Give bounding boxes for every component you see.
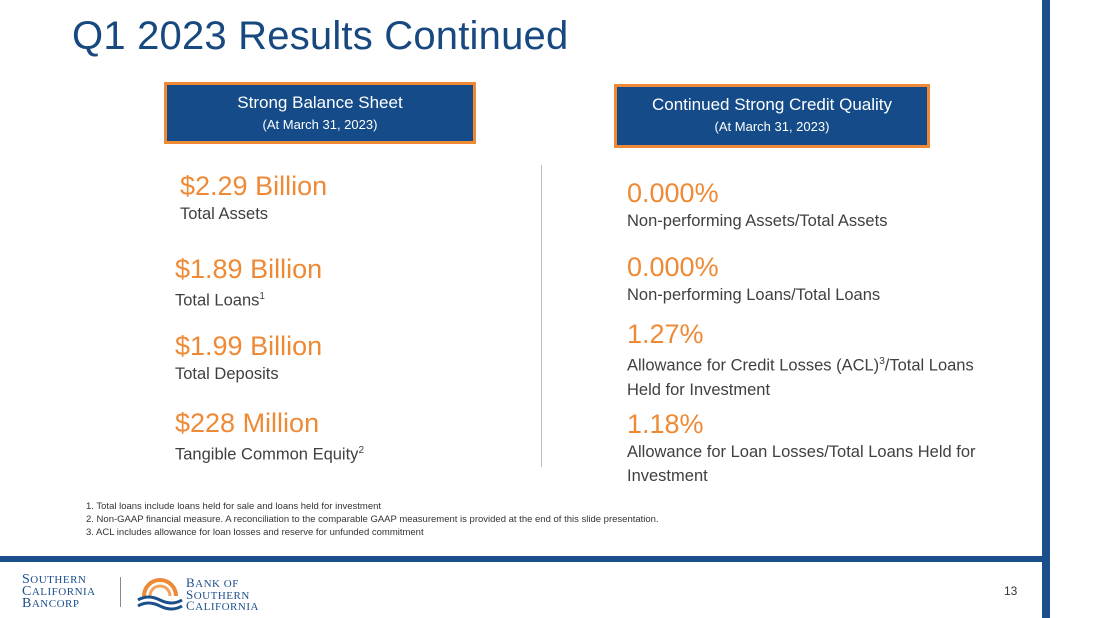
metric-npl-ratio xyxy=(627,251,880,307)
metric-label: Non-performing Loans/Total Loans xyxy=(627,286,881,304)
metric-label-text: Tangible Common Equity xyxy=(175,445,359,464)
metric-label: Total Assets xyxy=(180,205,269,223)
metric-total-deposits xyxy=(175,330,322,386)
right-accent-bar xyxy=(1042,0,1050,618)
metric-npa-ratio xyxy=(627,177,887,233)
page-number: 13 xyxy=(1004,584,1018,598)
metric-label-line2: Investment xyxy=(627,467,708,485)
footnote-ref: 1 xyxy=(259,291,265,302)
metric-total-loans xyxy=(175,253,322,313)
metric-total-assets xyxy=(180,170,327,226)
metric-value: 1.18% xyxy=(627,409,704,439)
metric-acl-ratio xyxy=(627,318,974,402)
metric-all-ratio xyxy=(627,408,976,488)
footnote-ref: 2 xyxy=(358,445,364,456)
metric-value: $1.89 Billion xyxy=(175,254,323,284)
footnote-2: 2. Non-GAAP financial measure. A reconciliation to the comparable GAAP measurement is provided at the end of this slide presentation. xyxy=(86,514,659,525)
metric-label xyxy=(175,285,322,313)
column-divider xyxy=(541,165,542,467)
credit-quality-date: (At March 31, 2023) xyxy=(714,119,830,134)
metric-label: Allowance for Loan Losses/Total Loans Held for xyxy=(627,443,976,461)
credit-quality-header xyxy=(614,84,930,148)
logo-separator xyxy=(120,577,121,607)
metric-label-line2: Held for Investment xyxy=(627,380,771,399)
footnote-ref: 3 xyxy=(879,356,885,367)
metric-label-text: /Total Loans xyxy=(884,356,974,375)
metric-value: 1.27% xyxy=(627,319,704,349)
bank-sun-wave-icon xyxy=(136,572,184,612)
metric-label-text: Total Loans xyxy=(175,291,260,310)
metric-label: Total Deposits xyxy=(175,365,279,383)
balance-sheet-header xyxy=(164,82,476,144)
metric-label xyxy=(175,439,364,467)
slide-title: Q1 2023 Results Continued xyxy=(72,14,569,58)
metric-value: 0.000% xyxy=(627,178,719,208)
footnote-3: 3. ACL includes allowance for loan losses and reserve for unfunded commitment xyxy=(86,527,424,538)
metric-label-text: Allowance for Credit Losses (ACL) xyxy=(627,356,880,375)
balance-sheet-title: Strong Balance Sheet xyxy=(237,93,403,112)
balance-sheet-date: (At March 31, 2023) xyxy=(262,117,378,132)
metric-label xyxy=(627,350,974,378)
footnote-1: 1. Total loans include loans held for sale and loans held for investment xyxy=(86,501,382,512)
footer-band xyxy=(0,556,1042,562)
credit-quality-title: Continued Strong Credit Quality xyxy=(651,95,893,114)
metric-value: $2.29 Billion xyxy=(180,171,328,201)
metric-value: $228 Million xyxy=(175,408,320,438)
metric-label: Non-performing Assets/Total Assets xyxy=(627,212,888,230)
metric-value: 0.000% xyxy=(627,252,719,282)
metric-tangible-common-equity xyxy=(175,407,364,467)
footnotes xyxy=(86,500,659,539)
southern-california-bancorp-logo: SOUTHERN CALIFORNIA BANCORP xyxy=(22,572,96,611)
bank-of-southern-california-logo: BANK OF SOUTHERN CALIFORNIA xyxy=(186,575,259,613)
metric-value: $1.99 Billion xyxy=(175,331,323,361)
